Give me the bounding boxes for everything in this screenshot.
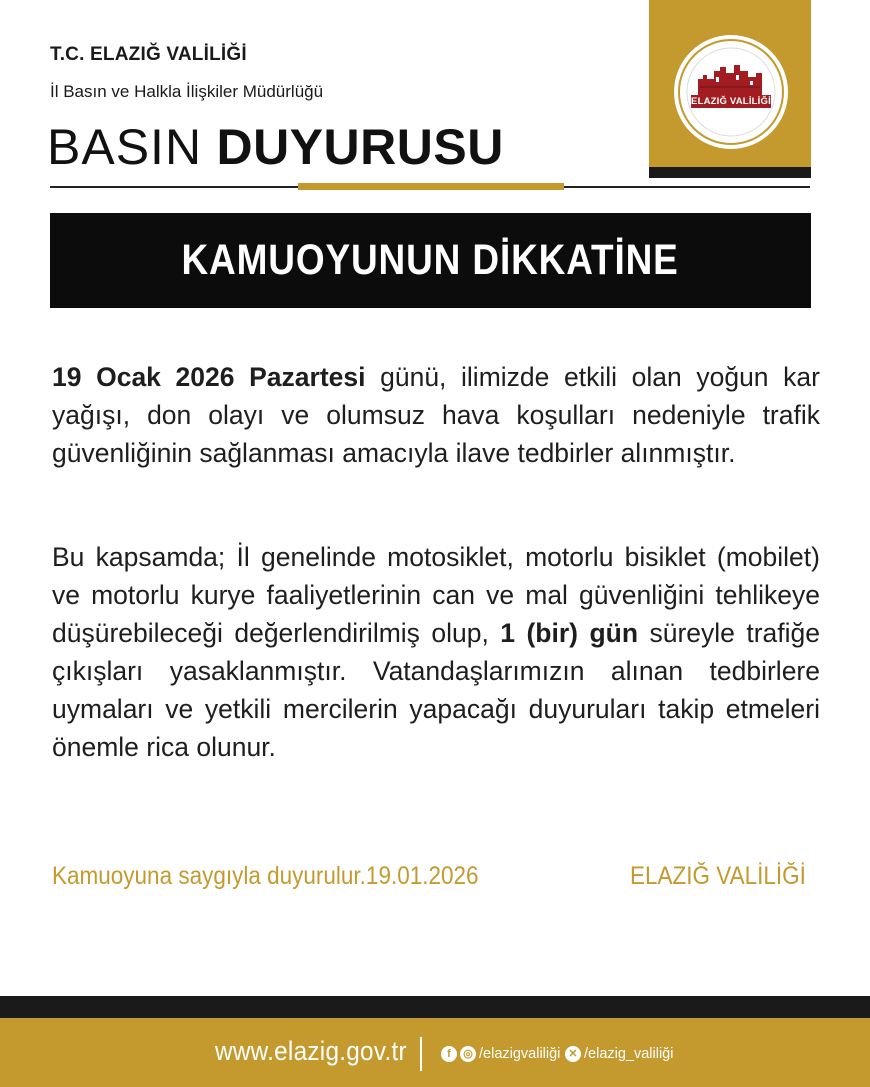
social-handle-2: /elazig_valiliği [584, 1046, 674, 1062]
signature: ELAZIĞ VALİLİĞİ [630, 862, 806, 890]
page-title [47, 118, 504, 176]
social-link-x[interactable] [565, 1045, 673, 1063]
page-title-bold: DUYURUSU [216, 119, 504, 175]
paragraph-1-date: 19 Ocak 2026 Pazartesi [52, 362, 366, 392]
header-org: T.C. ELAZIĞ VALİLİĞİ [50, 44, 247, 65]
banner-title: KAMUOYUNUN DİKKATİNE [181, 236, 680, 284]
instagram-icon: ◎ [460, 1046, 476, 1062]
paragraph-1-text: günü, ilimizde etkili olan yoğun kar yağışı, don olayı ve olumsuz hava koşulları nedeniyle trafik güvenliğinin sağlanması amacıyla ilave tedbirler alınmıştır. [52, 362, 820, 468]
paragraph-2 [52, 538, 820, 766]
website-link[interactable]: www.elazig.gov.tr [215, 1036, 407, 1066]
logo-panel-bar [649, 167, 811, 178]
attention-banner [50, 213, 811, 308]
paragraph-2-text-a: Bu kapsamda; İl genelinde motosiklet, motorlu bisiklet (mobilet) ve motorlu kurye faaliyetlerinin can ve mal güvenliğini tehlikeye düşürebileceği değerlendirilmiş olup, [52, 542, 820, 648]
social-handle-1: /elazigvaliliği [479, 1046, 561, 1062]
paragraph-2-duration: 1 (bir) gün [500, 618, 639, 648]
footer-stripe [0, 996, 870, 1018]
social-link-facebook-instagram[interactable] [441, 1045, 560, 1063]
facebook-icon: f [441, 1046, 457, 1062]
x-icon: ✕ [565, 1046, 581, 1062]
castle-emblem-icon [676, 37, 786, 147]
paragraph-2-text-b: süreyle trafiğe çıkışları yasaklanmıştır. Vatandaşlarımızın alınan tedbirlere uymaları ve yetkili mercilerin yapacağı duyuruları takip etmeleri önemle rica olunur. [52, 618, 820, 762]
governorship-seal [676, 37, 786, 147]
paragraph-1 [52, 358, 820, 472]
header-gold-accent [298, 183, 564, 190]
page-title-light: BASIN [47, 119, 203, 175]
closing-statement: Kamuoyuna saygıyla duyurulur.19.01.2026 [52, 862, 479, 890]
seal-label: ELAZIĞ VALİLİĞİ [691, 96, 771, 107]
footer-divider [420, 1037, 422, 1071]
header-dept: İl Basın ve Halkla İlişkiler Müdürlüğü [50, 82, 324, 101]
footer [0, 1018, 870, 1087]
